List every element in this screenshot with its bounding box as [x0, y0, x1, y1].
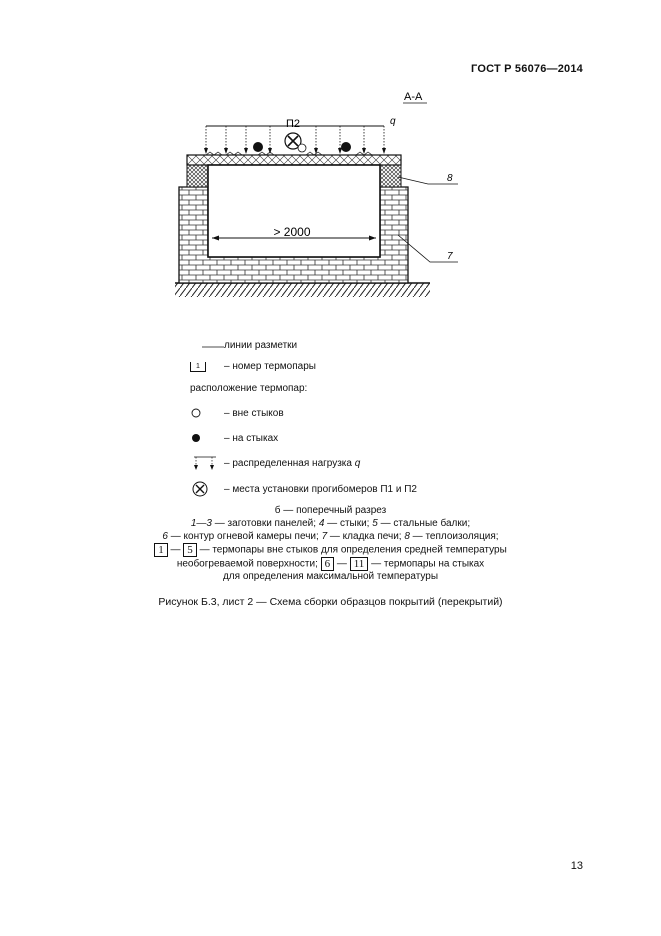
floor-slab — [187, 155, 401, 165]
thermocouple-number-icon: 1 — [190, 362, 206, 372]
marking-line-icon — [190, 341, 224, 351]
legend-item: – места установки прогибомеров П1 и П2 — [190, 480, 417, 498]
load-label: q — [390, 116, 396, 127]
caption-line: 1 — 5 — термопары вне стыков для определения средней температуры — [0, 543, 661, 557]
joint-thermocouple-dot — [341, 142, 351, 152]
figure-title: Рисунок Б.3, лист 2 — Схема сборки образцов покрытий (перекрытий) — [158, 596, 503, 608]
insulation-left — [187, 165, 208, 187]
deflectometer-label: П2 — [285, 118, 301, 130]
dimension-label: > 2000 — [273, 225, 311, 239]
joint-thermocouple-dot — [253, 142, 263, 152]
legend-item: – вне стыков — [190, 407, 284, 419]
section-label: А-А — [404, 91, 423, 103]
caption-line: необогреваемой поверхности; 6 — 11 — термопары на стыках — [176, 558, 485, 570]
legend-item: линии разметки — [190, 340, 297, 351]
ground-hatch — [175, 283, 430, 297]
fire-chamber — [208, 165, 380, 257]
deflectometer-icon — [190, 480, 210, 498]
cross-section-drawing — [0, 0, 661, 330]
legend-item: – распределенная нагрузка q — [190, 454, 360, 472]
legend-item: 1 – номер термопары — [190, 361, 316, 372]
insulation-right — [380, 165, 401, 187]
caption-line: для определения максимальной температуры — [222, 571, 439, 582]
callout-7: 7 — [447, 251, 453, 262]
caption-line: б — поперечный разрез — [274, 505, 387, 516]
caption-line: 1—3 — заготовки панелей; 4 — стыки; 5 — стальные балки; — [190, 518, 471, 529]
thermocouple-box: 1 — [154, 543, 168, 557]
thermocouple-box: 5 — [183, 543, 197, 557]
standard-header: ГОСТ Р 56076—2014 — [471, 63, 583, 75]
legend-item: расположение термопар: — [190, 383, 308, 394]
distributed-load-icon — [190, 454, 224, 472]
page-number: 13 — [570, 860, 583, 872]
callout-8: 8 — [447, 173, 453, 184]
thermocouple-box: 11 — [350, 557, 369, 571]
open-circle-icon — [190, 407, 204, 419]
filled-circle-icon — [190, 432, 204, 444]
legend-item: – на стыках — [190, 432, 278, 444]
caption-line: 6 — контур огневой камеры печи; 7 — кладка печи; 8 — теплоизоляция; — [162, 531, 499, 542]
thermocouple-box: 6 — [321, 557, 335, 571]
